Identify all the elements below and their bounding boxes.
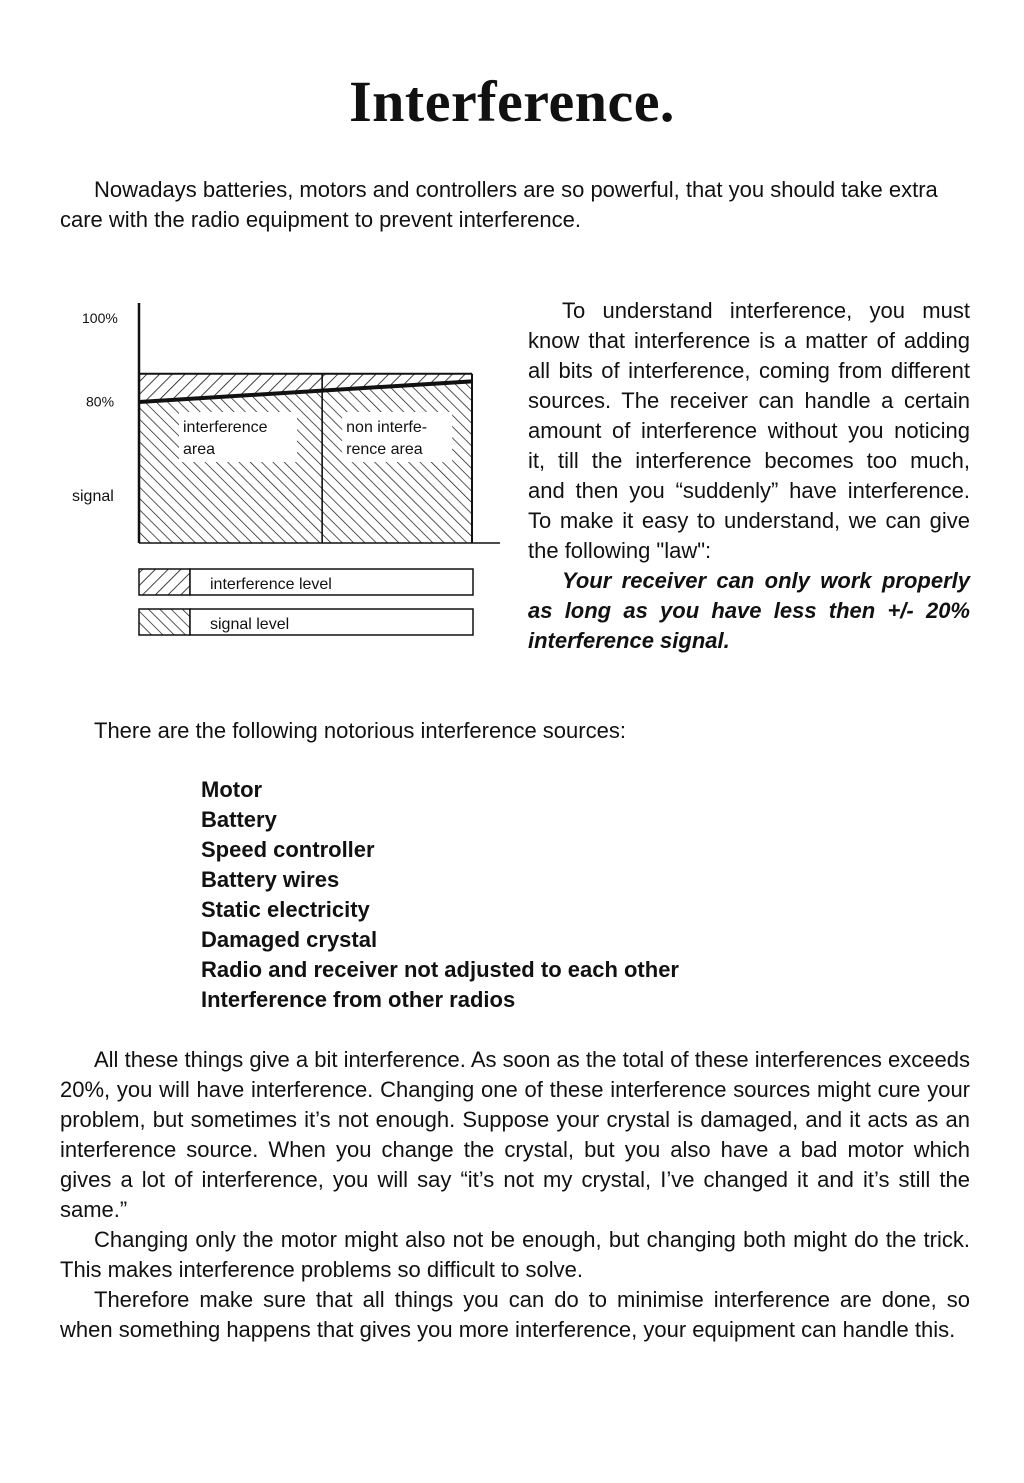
list-item: Motor bbox=[201, 777, 263, 802]
body-paragraph: Therefore make sure that all things you can do to minimise interference are done, so when something happens that gives you more interference, your equipment can handle this. bbox=[60, 1287, 970, 1342]
list-item: Battery wires bbox=[201, 867, 340, 892]
signal-area bbox=[139, 381, 472, 543]
intro-paragraph: Nowadays batteries, motors and controllers are so powerful, that you should take extra care with the radio equipment to prevent interference. bbox=[60, 177, 938, 232]
plot-layer bbox=[72, 303, 500, 635]
legend-swatch-signal bbox=[139, 609, 190, 635]
region-label-area: area bbox=[183, 441, 216, 458]
list-item: Radio and receiver not adjusted to each other bbox=[201, 957, 679, 982]
region-label-non-interfe: non interfe- bbox=[346, 419, 428, 436]
list-item: Static electricity bbox=[201, 897, 370, 922]
legend-label-interference: interference level bbox=[210, 576, 332, 593]
list-item: Battery bbox=[201, 807, 277, 832]
region-label-rence-area: rence area bbox=[346, 441, 423, 458]
legend-swatch-interference bbox=[139, 569, 190, 595]
law-statement: Your receiver can only work properly as long as you have less then +/- 20% interference signal. bbox=[528, 568, 970, 653]
region-label-interference: interference bbox=[183, 419, 268, 436]
y-tick-label-80: 80% bbox=[86, 393, 115, 410]
list-item: Damaged crystal bbox=[201, 927, 378, 952]
body-text bbox=[60, 1045, 970, 1345]
list-item: Interference from other radios bbox=[201, 987, 516, 1012]
y-tick-label-100: 100% bbox=[82, 310, 118, 326]
body-paragraph: All these things give a bit interference. As soon as the total of these interferences exceeds 20%, you will have interference. Changing one of these interference sources might cure your problem, but sometimes it’s not enough. Suppose your crystal is damaged, and it acts as an interference source. When you change the crystal, but you also have a bad motor which gives a lot of interference, you will say “it’s not my crystal, I’ve changed it and it’s still the same.” bbox=[60, 1047, 970, 1222]
list-item: Speed controller bbox=[201, 837, 375, 862]
legend-label-signal: signal level bbox=[210, 616, 290, 633]
y-axis-label: signal bbox=[72, 488, 114, 505]
sources-intro: There are the following notorious interference sources: bbox=[94, 718, 626, 743]
chart-svg bbox=[60, 295, 510, 655]
body-paragraph: Changing only the motor might also not be enough, but changing both might do the trick. This makes interference problems so difficult to solve. bbox=[60, 1227, 970, 1282]
explanation-column bbox=[528, 296, 970, 656]
interference-sources-list bbox=[201, 775, 679, 1015]
interference-chart bbox=[60, 295, 510, 655]
explanation-text: To understand interference, you must know that interference is a matter of adding all bits of interference, coming from different sources. The receiver can handle a certain amount of interference without you noticing it, till the interference becomes too much, and then you “suddenly” have interference. To make it easy to understand, we can give the following "law": bbox=[528, 298, 970, 563]
page-title: Interference. bbox=[349, 69, 675, 134]
